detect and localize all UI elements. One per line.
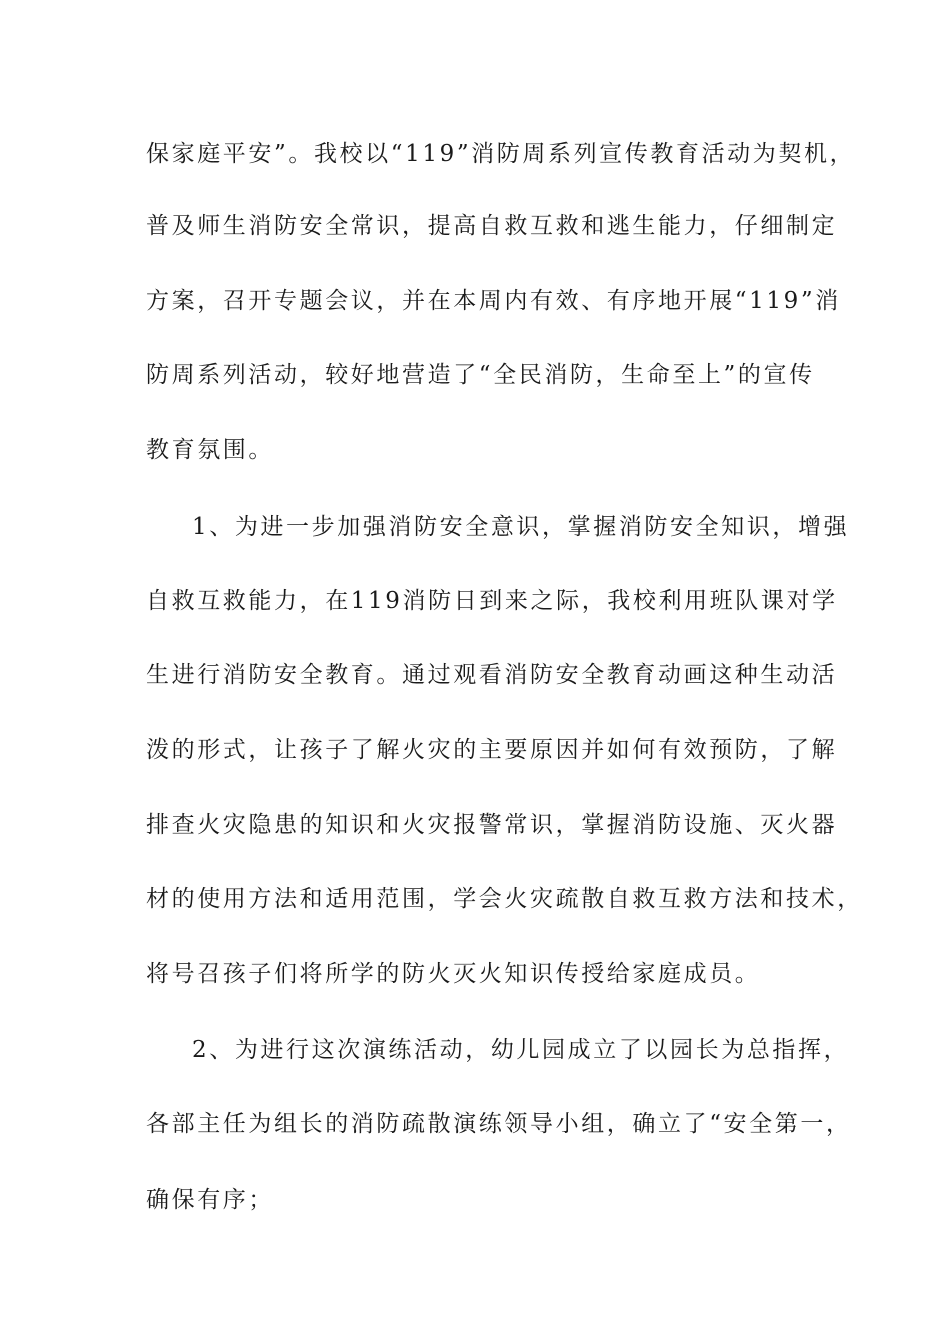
paragraph-line: 普及师生消防安全常识，提高自救互救和逃生能力，仔细制定 — [146, 213, 838, 239]
paragraph-line: 教育氛围。 — [146, 437, 274, 463]
paragraph-line: 保家庭平安”。我校以“119”消防周系列宣传教育活动为契机， — [146, 141, 856, 167]
paragraph-line: 各部主任为组长的消防疏散演练领导小组，确立了“安全第一， — [146, 1111, 852, 1137]
paragraph-line: 生进行消防安全教育。通过观看消防安全教育动画这种生动活 — [146, 662, 838, 688]
paragraph-line: 将号召孩子们将所学的防火灭火知识传授给家庭成员。 — [146, 961, 761, 987]
paragraph-line: 2、为进行这次演练活动，幼儿园成立了以园长为总指挥， — [192, 1037, 850, 1063]
paragraph-line: 自救互救能力，在119消防日到来之际，我校利用班队课对学 — [146, 588, 838, 614]
paragraph-line: 确保有序； — [146, 1187, 274, 1213]
paragraph-line: 排查火灾隐患的知识和火灾报警常识，掌握消防设施、灭火器 — [146, 812, 838, 838]
paragraph-line: 泼的形式，让孩子了解火灾的主要原因并如何有效预防，了解 — [146, 737, 838, 763]
paragraph-line: 方案，召开专题会议，并在本周内有效、有序地开展“119”消 — [146, 288, 841, 314]
paragraph-line: 材的使用方法和适用范围，学会火灾疏散自救互救方法和技术， — [146, 886, 863, 912]
paragraph-line: 防周系列活动，较好地营造了“全民消防，生命至上”的宣传 — [146, 362, 815, 388]
paragraph-line: 1、为进一步加强消防安全意识，掌握消防安全知识，增强 — [192, 514, 850, 540]
